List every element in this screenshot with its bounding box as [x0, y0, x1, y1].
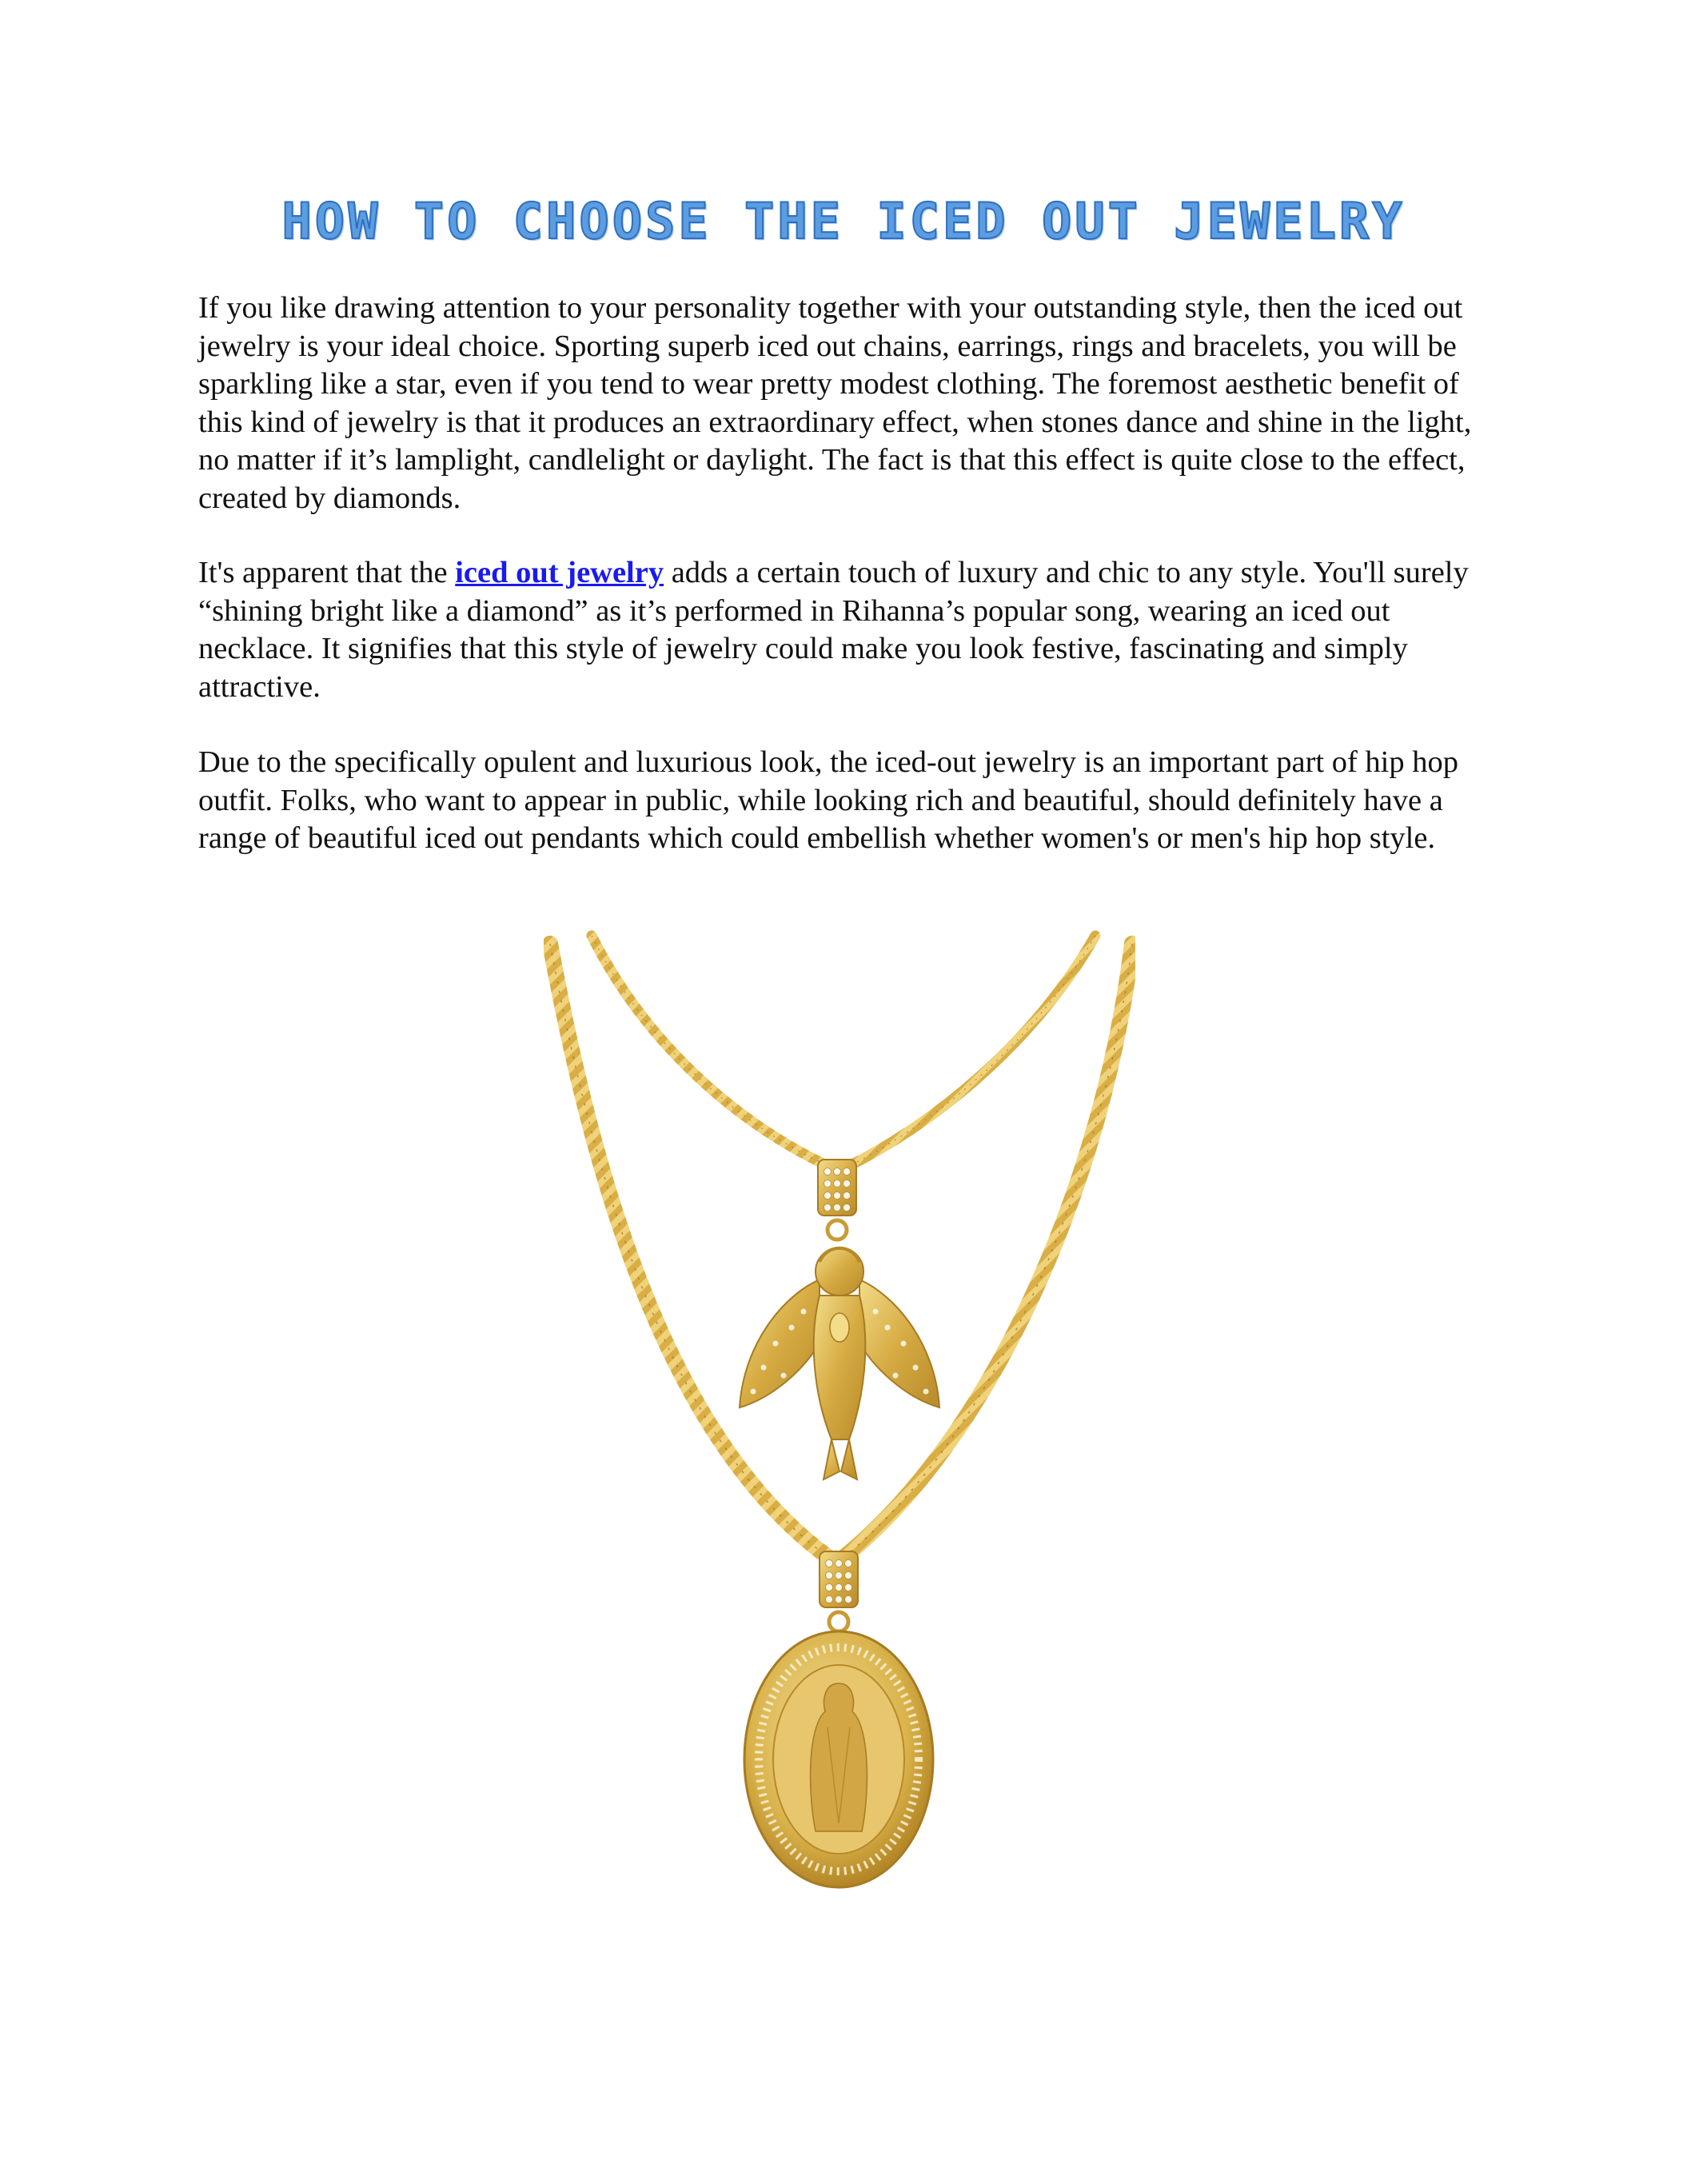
iced-out-jewelry-link[interactable]: iced out jewelry — [455, 556, 664, 589]
paragraph-luxury-after-link: adds a certain touch of luxury and chic to any style. You'll surely “shining bright like a diamond” as it’s performed in Rihanna’s popular song, wearing an iced out necklace. It signifies that this style of jewelry could make you look festive, fascinating and simply attractive. — [198, 556, 1469, 704]
paragraph-intro: If you like drawing attention to your personality together with your outstanding style, then the iced out jewelry is your ideal choice. Sporting superb iced out chains, earrings, rings and bracelets, you will be sparkling like a star, even if you tend to wear pretty modest clothing. The foremost aesthetic benefit of this kind of jewelry is that it produces an extraordinary effect, when stones dance and shine in the light, no matter if it’s lamplight, candlelight or daylight. The fact is that this effect is quite close to the effect, created by diamonds. — [198, 291, 1472, 515]
angel-pendant-bail — [818, 1160, 856, 1240]
necklace-illustration — [544, 928, 1135, 1919]
paragraph-hiphop: Due to the specifically opulent and luxurious look, the iced-out jewelry is an important part of hip hop outfit. Folks, who want to appear in public, while looking rich and beautiful, should definitely have a range of beautiful iced out pendants which could embellish whether women's or men's hip hop style. — [198, 745, 1458, 855]
oval-medallion-pendant — [744, 1631, 933, 1887]
short-rope-chain — [592, 936, 1095, 1168]
medallion-bail — [820, 1551, 858, 1631]
necklace-image — [544, 928, 1135, 1919]
paragraph-luxury-before-link: It's apparent that the — [198, 556, 456, 589]
paragraph-luxury — [198, 554, 1494, 706]
page-title: HOW TO CHOOSE THE ICED OUT JEWELRY — [281, 192, 1406, 250]
angel-pendant — [740, 1248, 939, 1479]
